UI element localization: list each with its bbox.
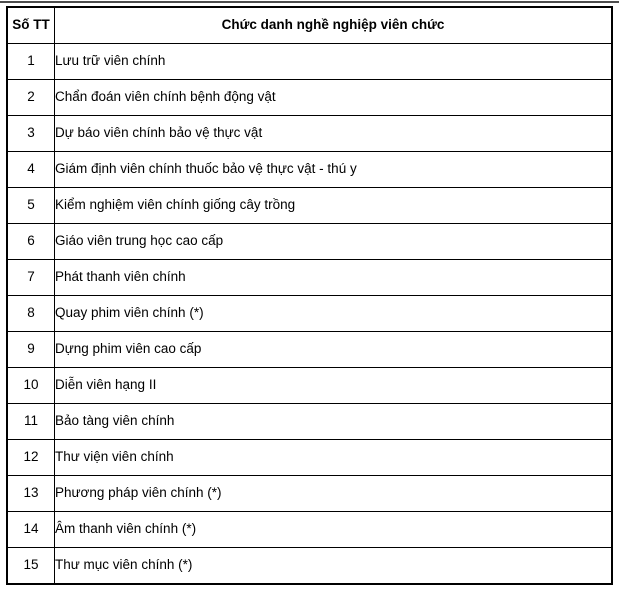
cell-stt: 7 xyxy=(7,260,55,296)
table-row xyxy=(7,368,612,404)
cell-title: Diễn viên hạng II xyxy=(55,368,613,404)
cell-title: Âm thanh viên chính (*) xyxy=(55,512,613,548)
table-body xyxy=(7,44,612,585)
cell-title: Chẩn đoán viên chính bệnh động vật xyxy=(55,80,613,116)
table-row xyxy=(7,476,612,512)
cell-stt: 5 xyxy=(7,188,55,224)
table-row xyxy=(7,116,612,152)
table-header xyxy=(7,7,612,44)
header-row xyxy=(7,7,612,44)
cell-title: Giám định viên chính thuốc bảo vệ thực vật - thú y xyxy=(55,152,613,188)
cell-stt: 3 xyxy=(7,116,55,152)
cell-title: Thư viện viên chính xyxy=(55,440,613,476)
cell-title: Bảo tàng viên chính xyxy=(55,404,613,440)
table-row xyxy=(7,548,612,585)
cell-stt: 15 xyxy=(7,548,55,585)
table-row xyxy=(7,404,612,440)
table-row xyxy=(7,44,612,80)
cell-title: Kiểm nghiệm viên chính giống cây trồng xyxy=(55,188,613,224)
cell-stt: 1 xyxy=(7,44,55,80)
cell-stt: 12 xyxy=(7,440,55,476)
cell-stt: 2 xyxy=(7,80,55,116)
column-header-title: Chức danh nghề nghiệp viên chức xyxy=(55,7,613,44)
cell-stt: 9 xyxy=(7,332,55,368)
cell-title: Dự báo viên chính bảo vệ thực vật xyxy=(55,116,613,152)
cell-stt: 6 xyxy=(7,224,55,260)
cell-title: Dựng phim viên cao cấp xyxy=(55,332,613,368)
cell-stt: 10 xyxy=(7,368,55,404)
job-titles-table xyxy=(6,6,613,585)
cell-title: Phát thanh viên chính xyxy=(55,260,613,296)
table-row xyxy=(7,440,612,476)
cell-title: Quay phim viên chính (*) xyxy=(55,296,613,332)
cell-title: Lưu trữ viên chính xyxy=(55,44,613,80)
cell-stt: 8 xyxy=(7,296,55,332)
table-row xyxy=(7,152,612,188)
table-row xyxy=(7,332,612,368)
table-row xyxy=(7,296,612,332)
cell-stt: 11 xyxy=(7,404,55,440)
cell-title: Phương pháp viên chính (*) xyxy=(55,476,613,512)
cell-title: Thư mục viên chính (*) xyxy=(55,548,613,585)
table-row xyxy=(7,512,612,548)
column-header-stt: Số TT xyxy=(7,7,55,44)
table-row xyxy=(7,260,612,296)
cell-stt: 14 xyxy=(7,512,55,548)
table-row xyxy=(7,80,612,116)
top-divider xyxy=(0,1,619,3)
table-row xyxy=(7,188,612,224)
cell-stt: 4 xyxy=(7,152,55,188)
cell-stt: 13 xyxy=(7,476,55,512)
table-row xyxy=(7,224,612,260)
cell-title: Giáo viên trung học cao cấp xyxy=(55,224,613,260)
